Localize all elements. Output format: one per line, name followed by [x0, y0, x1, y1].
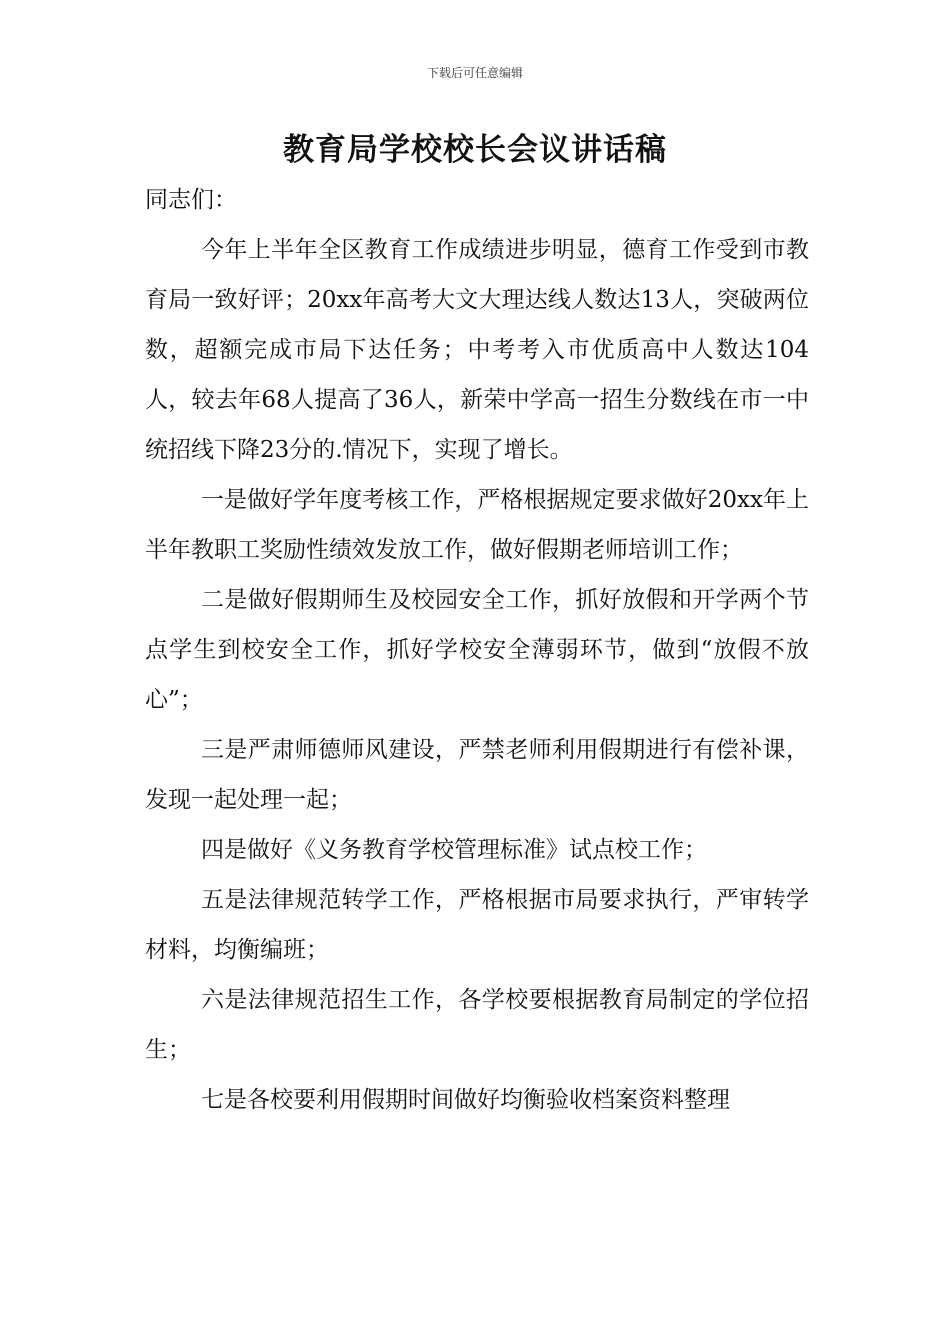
paragraph-item-7: 七是各校要利用假期时间做好均衡验收档案资料整理: [201, 1087, 730, 1113]
paragraph-item-3: 三是严肃师德师风建设，严禁老师利用假期进行有偿补课，发现一起处理一起；: [145, 737, 809, 813]
document-title: 教育局学校校长会议讲话稿: [283, 132, 667, 168]
paragraph-item-5: 五是法律规范转学工作，严格根据市局要求执行，严审转学材料，均衡编班；: [145, 887, 809, 963]
paragraph-item-1: 一是做好学年度考核工作，严格根据规定要求做好20xx年上半年教职工奖励性绩效发放工作，做好假期老师培训工作；: [145, 487, 809, 563]
paragraph-item-6: 六是法律规范招生工作，各学校要根据教育局制定的学位招生；: [145, 987, 809, 1063]
paragraph-item-2: 二是做好假期师生及校园安全工作，抓好放假和开学两个节点学生到校安全工作，抓好学校安全薄弱环节，做到“放假不放心”；: [145, 587, 809, 713]
greeting: 同志们：: [145, 187, 237, 213]
paragraph-summary: 今年上半年全区教育工作成绩进步明显，德育工作受到市教育局一致好评；20xx年高考大文大理达线人数达13人，突破两位数，超额完成市局下达任务；中考考入市优质高中人数达104人，较去年68人提高了36人，新荣中学高一招生分数线在市一中统招线下降23分的.情况下，实现了增长。: [145, 237, 809, 463]
paragraph-item-4: 四是做好《义务教育学校管理标准》试点校工作；: [201, 837, 707, 863]
document-body: [145, 175, 809, 1125]
header-note: 下载后可任意编辑: [426, 66, 523, 80]
